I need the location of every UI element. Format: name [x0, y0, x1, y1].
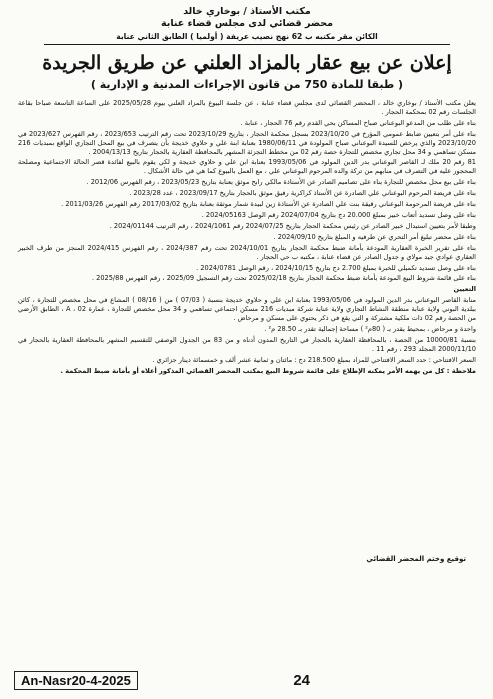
- description-paragraph: بنسبة 10000/81 من الحصة ، بالمحافظة العقارية بالحجار في التاريخ المدون أدناه و من 83 من الجدول الوصفي للتقسيم المشهر بالمحافظة العقارية بالحجار في 2000/11/10 المجلد 293 ، رقم 11 .: [18, 335, 476, 353]
- body-paragraph: بناء على فريضة المرحومة البوعناني رقيقة بنت علي الصادرة عن الأستاذة زين لبيدة شمار موثقة بعنابة بتاريخ 2017/03/02 رقم الفهرس 2011/03/26 .: [61, 200, 476, 209]
- page-number: 24: [293, 671, 310, 689]
- header-divider: [44, 44, 450, 45]
- body-paragraph: بناء على وصل تسديد أتعاب خبير بمبلغ 20.000 دج بتاريخ 2024/07/04 رقم الوصل 2024/05163 .: [201, 210, 476, 219]
- body-paragraph: بناء على طلب من المدعو البوعناني صباح المساكن بحي القدم رقم 76 الحجار ، عنابة .: [240, 118, 476, 127]
- body-paragraph: بناء على فريضة المرحوم البوعناني علي الصادرة عن الأستاذ كراكرية رفيق موثق بالحجار بتاريخ 2023/09/17 ، عدد 2023/28 .: [129, 189, 476, 198]
- page-footer: [14, 668, 480, 692]
- office-name: مكتب الأستاذ / بوخاري خالد: [183, 6, 311, 17]
- notice-subtitle: ( طبقا للمادة 750 من قانون الإجراءات المدنية و الإدارية ): [90, 78, 404, 91]
- signature-line: توقيع وختم المحضر القضائي: [366, 555, 466, 563]
- notice-title: إعلان عن بيع عقار بالمزاد العلني عن طريق الجريدة: [42, 52, 452, 74]
- body-paragraph: 81 رقم 20 ملك لـ القاصر البوعناني بدر الدين المولود في 1993/05/06 بعنابة ابن علي و حلاوي خديجة و لكي يقوم بالبيع لفائدة قصر الحالة الاجتماعية ومصلحة المحجور عليه في التصرف في منابهم من تركة والده المرحوم البوعناني علي ، مع العمل بالبيوع كما هي في حالة الأشكال .: [18, 158, 476, 176]
- body-paragraph: بناء على تقرير الخبرة العقارية المودعة بأمانة ضبط محكمة الحجار بتاريخ 2024/10/01 تحت رقم 2024/387 ، رقم الفهرس 2024/415 المنجز من طرف الخبير العقاري عوادي جيد مولاي و جدول الصادر عن قضاء عنابة ، مكتبه ب حي الحجار .: [18, 243, 476, 261]
- body-paragraph: يعلن مكتب الأستاذ / بوخاري خالد ، المحضر القضائي لدى مجلس قضاء عنابة ، عن جلسة البيوع بالمزاد العلني بيوم 2025/05/28 على الساعة التاسعة صباحا بقاعة الجلسات رقم 02 بمحكمة الحجار .: [18, 99, 476, 116]
- paragraph-list: [18, 99, 476, 283]
- publication-date: An-Nasr20-4-2025: [14, 671, 138, 690]
- office-address: الكائن مقر مكتبه ب 62 نهج نصيب عريفة ( أولميا ) الطابق الثاني عنابة: [116, 32, 378, 41]
- description-paragraph: السعر الافتتاحي : حدد السعر الافتتاحي للمزاد بمبلغ 218.500 دج : مائتان و ثمانية عشر ألف و خمسمائة دينار جزائري .: [152, 355, 476, 364]
- section-heading: التعيين: [453, 285, 476, 294]
- notice-remark: ملاحظة : كل من يهمه الأمر يمكنه الإطلاع على قائمة شروط البيع بمكتب المحضر القضائي المذكور أعلاه أو بأمانة ضبط المحكمة .: [60, 366, 476, 375]
- body-paragraph: بناء على أمر بتعيين ضابط عمومي المؤرخ في 2023/10/20 بسجل محكمة الحجار ، بتاريخ 2023/10/29 تحت رقم الترتيب 2023/653 ، رقم الفهرس 2023/627 في 2023/10/20 والذي يرخص للسيدة البوعناني صباح المولودة في 1980/06/11 بعنابة ابنة علي و حلاوي خديجة بأن يتصرف في بيع المحل التجاري الواقع بمبديات 216 مسكن تساهمي و 34 محل تجاري مخصص للتجارة حصة رقم 02 من مخطط التجزئة المشهر بالمحافظة العقارية بالحجار بتاريخ 2004/13/13 .: [18, 129, 477, 156]
- body-paragraph: بناء على بيع محل مخصص للتجارة بناء على تصاميم الصادر عن الأستاذة مالكي رابح موثق بعنابة بتاريخ 2023/05/23 ، رقم الفهرس 2012/06 .: [86, 178, 476, 187]
- description-paragraph: واحدة و مرحاض ، بمحيط يقدر بـ ( 80م² ) مساحة إجمالية تقدر بـ 28.50 م² .: [264, 324, 476, 333]
- body-paragraph: بناء على قائمة شروط البيع المودعة بأمانة ضبط محكمة الحجار بتاريخ 2025/02/18 تحت رقم التسجيل 2025/09 ، رقم الفهرس 2025/88 .: [91, 274, 476, 283]
- description-list: [18, 296, 476, 364]
- body-paragraph: وطبقا لأمر بتعيين استبدال خبير الصادر عن رئيس محكمة الحجار بتاريخ 2024/07/25 رقم 2024/1061 ، رقم الترتيب 2024/01144 .: [109, 221, 476, 230]
- notice-body: [14, 99, 480, 551]
- description-paragraph: منابة القاصر البوعناني بدر الدين المولود في 1993/05/06 بعنابة ابن علي و حلاوي خديجة بنسبة ( 07/03 ) من ( 08/16 ) المشاع في محل مخصص للتجارة ، كائن ببلدية البوني ولاية عنابة منطقة النشاط التجاري ولاية عنابة شركة مبديات 216 مسكن اجتماعي تساهمي و 34 محل مخصص للتجارة ، عمارة A ، 02 ، الطابق الأرضي من الحصة رقم 02 ذات ملكية مشتركة و التي يقع في ذكر يحتوي على مسكن و مرحاض .: [18, 296, 476, 323]
- legal-notice-page: [14, 6, 480, 696]
- office-role: محضر قضائي لدى مجلس قضاء عنابة: [161, 18, 333, 29]
- body-paragraph: بناء على وصل تسديد تكميلي للخبرة بمبلغ 2.700 دج بتاريخ 2024/10/15 ، رقم الوصل 2024/0781 .: [196, 263, 476, 272]
- body-paragraph: بناء على محضر تبليغ أمر التحري عن طرفيه و المبلغ بتاريخ 2024/09/10 .: [273, 232, 476, 241]
